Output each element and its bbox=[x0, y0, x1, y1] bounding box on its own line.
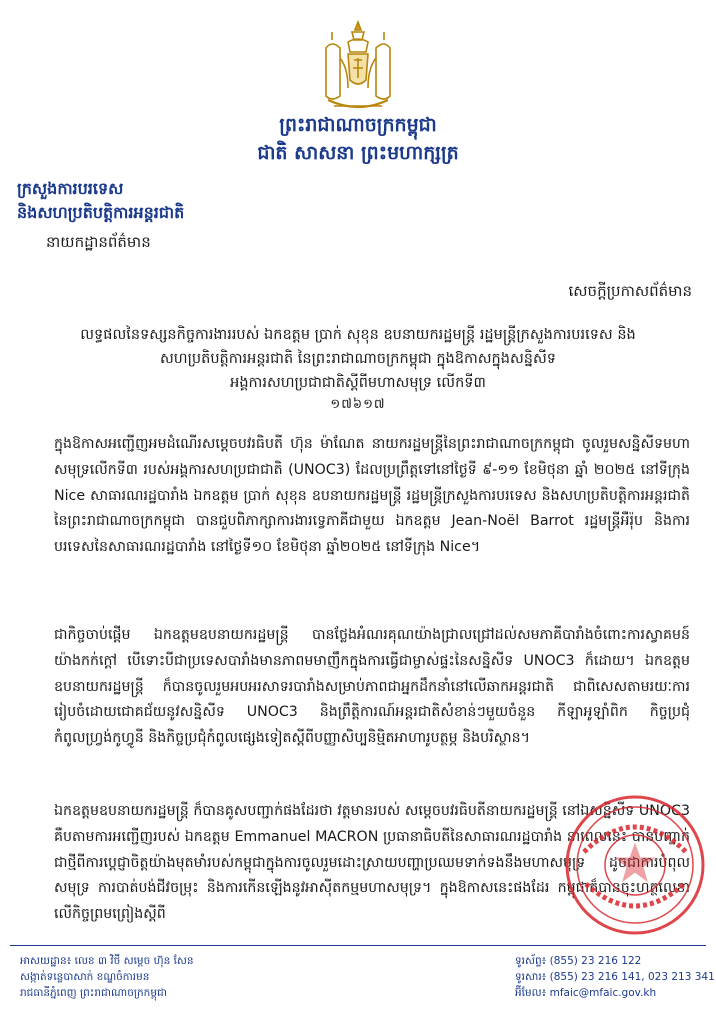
official-stamp-seal bbox=[562, 792, 708, 938]
phone-number: ទូរស័ព្ទ៖ (855) 23 216 122 bbox=[515, 955, 642, 967]
headline-line2: សហប្រតិបត្តិការអន្តរជាតិ នៃព្រះរាជាណាចក្រកម្ពុជា ក្នុងឱកាសក្នុងសន្និសីទ bbox=[159, 351, 556, 367]
footer-contacts bbox=[515, 953, 715, 1001]
footer-address bbox=[20, 953, 194, 1001]
royal-coat-of-arms-emblem bbox=[318, 18, 398, 118]
document-date: ១៧៦១៧ bbox=[330, 397, 386, 412]
body-paragraph-2: ជាកិច្ចចាប់ផ្តើម ឯកឧត្តមឧបនាយករដ្ឋមន្ត្រី បានថ្លែងអំណរគុណយ៉ាងជ្រាលជ្រៅដល់សមភាគីបារាំងចំពោះការស្វាគមន៍យ៉ាងកក់ក្តៅ បើទោះបីជាប្រទេសបារាំងមានភាពមមាញឹកក្នុងការធ្វើជាម្ចាស់ផ្ទះនៃសន្និសីទ UNOC3 ក៏ដោយ។ ឯកឧត្តមឧបនាយករដ្ឋមន្ត្រី ក៏បានចូលរួមអបអរសាទរបារាំងសម្រាប់ភាពជាអ្នកដឹកនាំនៅលើឆាកអន្តរជាតិ ជាពិសេសតាមរយៈការរៀបចំដោយជោគជ័យនូវសន្និសីទ UNOC3 និងព្រឹត្តិការណ៍អន្តរជាតិសំខាន់ៗមួយចំនួន កីឡាអូឡាំពិក កិច្ចប្រជុំកំពូលហ្វ្រង់កូហ្វូនី និងកិច្ចប្រជុំកំពូលផ្សេងទៀតស្តីពីបញ្ញាសិប្បនិម្មិតអាហារូបត្ថម្ភ និងបរិស្ថាន។ bbox=[54, 627, 690, 747]
email-address[interactable]: អ៊ីមែល៖ mfaic@mfaic.gov.kh bbox=[515, 987, 657, 999]
press-release-label: សេចក្តីប្រកាសព័ត៌មាន bbox=[568, 282, 692, 300]
ministry-name-line2: និងសហប្រតិបត្តិការអន្តរជាតិ bbox=[17, 203, 185, 222]
body-paragraph-1: ក្នុងឱកាសអញ្ជើញអមដំណើរសម្តេចបវរធិបតី ហ៊ុន ម៉ាណែត នាយករដ្ឋមន្ត្រីនៃព្រះរាជាណាចក្រកម្ពុជា ចូលរួមសន្និសីទមហាសមុទ្រលើកទី៣ របស់អង្គការសហប្រជាជាតិ (UNOC3) ដែលប្រព្រឹត្តទៅនៅថ្ងៃទី ៩-១១ ខែមិថុនា ឆ្នាំ ២០២៥ នៅទីក្រុង Nice សាធារណរដ្ឋបារាំង ឯកឧត្តម ប្រាក់ សុខុន ឧបនាយករដ្ឋមន្ត្រី រដ្ឋមន្ត្រីក្រសួងការបរទេស និងសហប្រតិបត្តិការអន្តរជាតិនៃព្រះរាជាណាចក្រកម្ពុជា បានជួបពិភាក្សាការងារទ្វេភាគីជាមួយ ឯកឧត្តម Jean-Noël Barrot រដ្ឋមន្ត្រីអឺរ៉ុប និងការបរទេសនៃសាធារណរដ្ឋបារាំង នៅថ្ងៃទី១០ ខែមិថុនា ឆ្នាំ២០២៥ នៅទីក្រុង Nice។ bbox=[54, 436, 690, 556]
body-paragraph-3: ឯកឧត្តមឧបនាយករដ្ឋមន្ត្រី ក៏បានគូសបញ្ជាក់ផងដែរថា វត្តមានរបស់ សម្តេចបវរធិបតីនាយករដ្ឋមន្ត្រី នៅឯសន្និសីទ UNOC3 គឺបតាមការអញ្ជើញរបស់ ឯកឧត្តម Emmanuel MACRON ប្រធានាធិបតីនៃសាធារណរដ្ឋបារាំង នាពេលនេះ បានបញ្ជាក់ជាថ្មីពីការប្តេជ្ញាចិត្តយ៉ាងមុតមាំរបស់កម្ពុជាក្នុងការចូលរួមដោះស្រាយបញ្ហាប្រឈមទាក់ទងនឹងមហាសមុទ្រ ដូចជាការបំពុលសមុទ្រ ការបាត់បង់ជីវចម្រុះ និងការកើនឡើងនូវអាស៊ីតកម្មមហាសមុទ្រ។ ក្នុងឱកាសនេះផងដែរ កម្ពុជាក៏បានចុះហត្ថលេខាលើកិច្ចព្រមព្រៀងស្តីពី bbox=[54, 803, 690, 923]
kingdom-name: ព្រះរាជាណាចក្រកម្ពុជា bbox=[279, 114, 437, 136]
headline-line1: លទ្ធផលនៃទស្សនកិច្ចការងាររបស់ ឯកឧត្តម ប្រាក់ សុខុន ឧបនាយករដ្ឋមន្ត្រី រដ្ឋមន្ត្រីក្រសួងការបរទេស និង bbox=[80, 327, 636, 343]
fax-number: ទូរសារ៖ (855) 23 216 141, 023 213 341 bbox=[515, 971, 715, 983]
department-name: នាយកដ្ឋានព័ត៌មាន bbox=[46, 233, 151, 251]
address-line3: រាជធានីភ្នំពេញ ព្រះរាជាណាចក្រកម្ពុជា bbox=[20, 987, 167, 999]
address-line2: សង្កាត់ទន្លេបាសាក់ ខណ្ឌចំការមន bbox=[20, 971, 150, 983]
headline-line3: អង្គការសហប្រជាជាតិស្តីពីមហាសមុទ្រ លើកទី៣ bbox=[230, 375, 486, 391]
ministry-name-line1: ក្រសួងការបរទេស bbox=[17, 179, 124, 198]
national-motto: ជាតិ សាសនា ព្រះមហាក្សត្រ bbox=[257, 142, 459, 164]
address-line1: អាសយដ្ឋាន៖ លេខ ៣ វិថី សម្តេច ហ៊ុន សែន bbox=[20, 955, 194, 967]
footer-divider bbox=[10, 945, 706, 946]
